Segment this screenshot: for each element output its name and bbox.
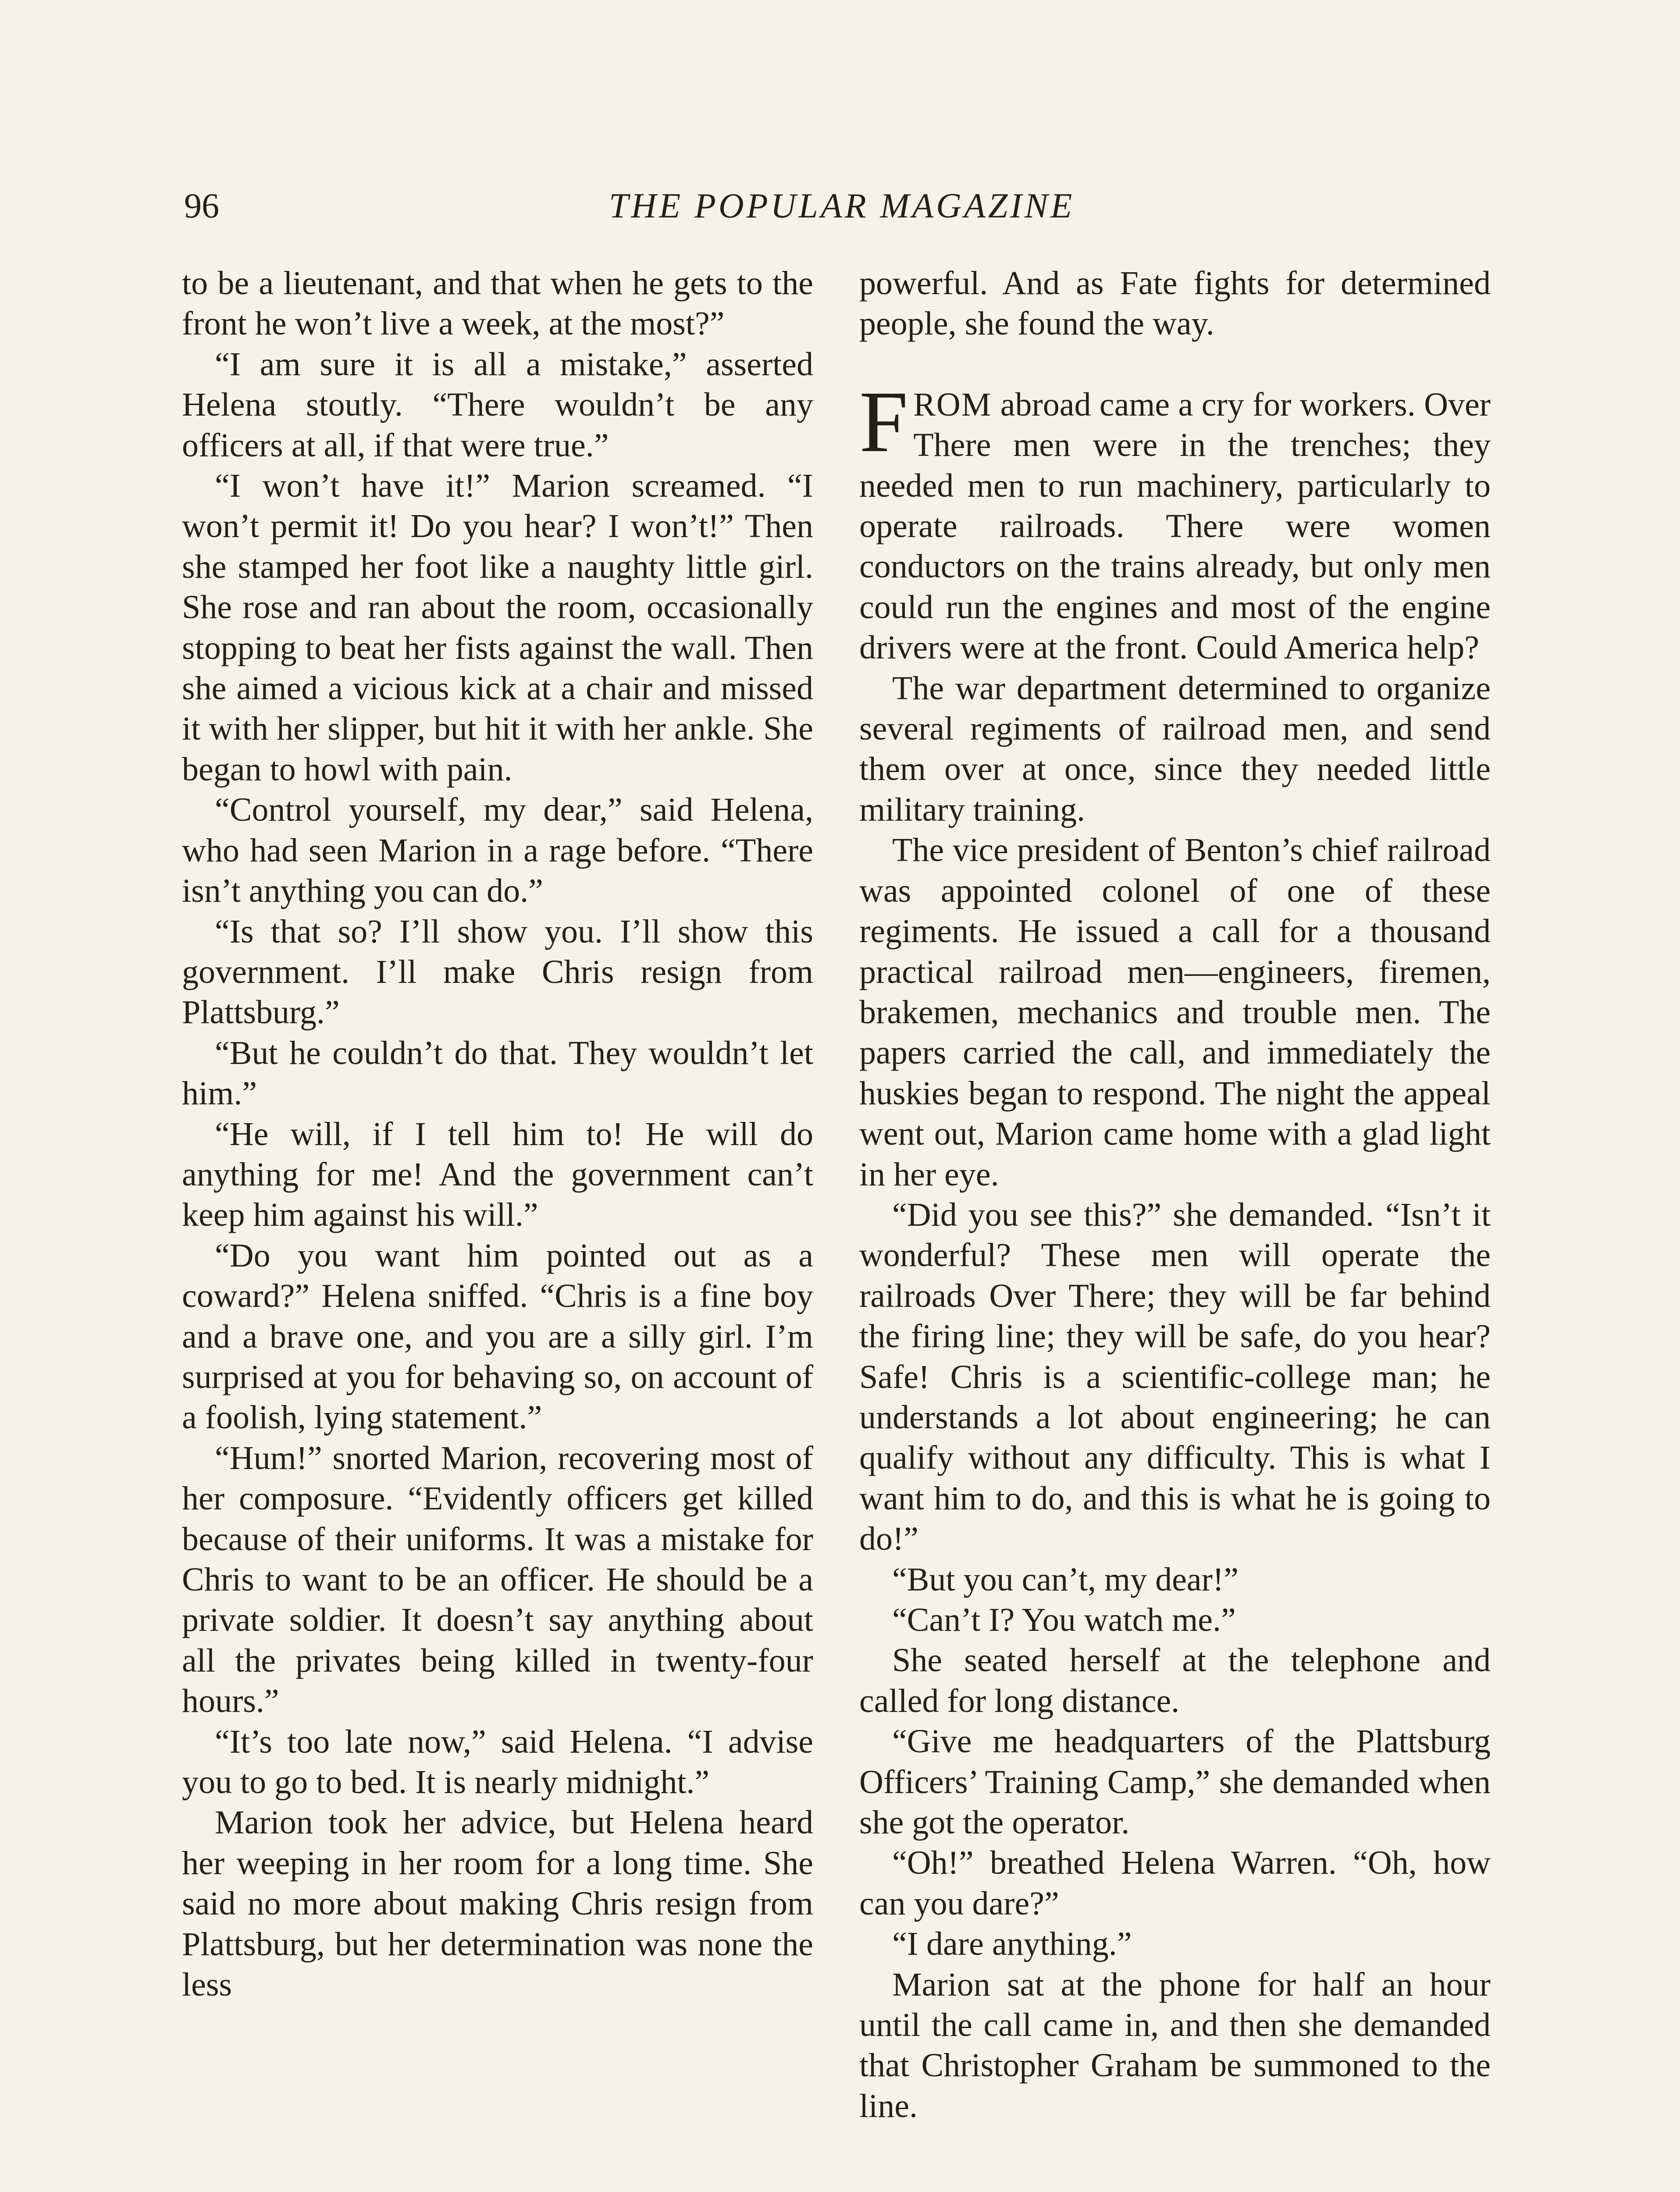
paragraph: “Do you want him pointed out as a coward?” Helena sniffed. “Chris is a fine boy and a brave one, and you are a silly girl. I’m surprised at you for behaving so, on account of a foolish, lying statement.” — [182, 1237, 813, 1436]
paragraph: “I am sure it is all a mistake,” asserted Helena stoutly. “There wouldn’t be any officers at all, if that were true.” — [182, 345, 813, 464]
paragraph: “Oh!” breathed Helena Warren. “Oh, how can you dare?” — [859, 1844, 1491, 1922]
paragraph: “I dare anything.” — [892, 1925, 1132, 1963]
paragraph: powerful. And as Fate fights for determined people, she found the way. — [859, 265, 1491, 342]
paragraph: “He will, if I tell him to! He will do anything for me! And the government can’t keep him against his will.” — [182, 1115, 813, 1234]
paragraph: to be a lieutenant, and that when he gets to the front he won’t live a week, at the most?” — [182, 265, 813, 342]
paragraph: “I won’t have it!” Marion screamed. “I won’t permit it! Do you hear? I won’t!” Then she stamped her foot like a naughty little girl. She rose and ran about the room, occasionally stopping to beat her fists against the wall. Then she aimed a vicious kick at a chair and missed it with her slipper, but hit it with her ankle. She began to howl with pain. — [182, 467, 813, 788]
right-column — [859, 263, 1491, 2126]
paragraph: “Can’t I? You watch me.” — [892, 1601, 1236, 1638]
section-opening-paragraph — [859, 373, 1491, 668]
running-title: THE POPULAR MAGAZINE — [609, 187, 1075, 225]
paragraph: “Is that so? I’ll show you. I’ll show this government. I’ll make Chris resign from Plattsburg.” — [182, 913, 813, 1031]
page-header — [184, 184, 1499, 237]
drop-cap: F — [859, 373, 908, 470]
paragraph: The war department determined to organize several regiments of railroad men, and send them over at once, since they needed little military training. — [859, 669, 1491, 828]
section-opening-text: abroad came a cry for workers. Over There men were in the trenches; they needed men to run machinery, particularly to operate railroads. There were women conductors on the trains already, but only men could run the engines and most of the engine drivers were at the front. Could America help? — [859, 386, 1491, 666]
paragraph: “Did you see this?” she demanded. “Isn’t it wonderful? These men will operate the railroads Over There; they will be far behind the firing line; they will be safe, do you hear? Safe! Chris is a scientific-college man; he understands a lot about engineering; he can qualify without any difficulty. This is what I want him to do, and this is what he is going to do!” — [859, 1196, 1491, 1558]
paragraph: “Control yourself, my dear,” said Helena, who had seen Marion in a rage before. “There isn’t anything you can do.” — [182, 791, 813, 910]
paragraph: “It’s too late now,” said Helena. “I advise you to go to bed. It is nearly midnight.” — [182, 1723, 813, 1801]
paragraph: “Give me headquarters of the Plattsburg Officers’ Training Camp,” she demanded when she got the operator. — [859, 1723, 1491, 1841]
paragraph: “But he couldn’t do that. They wouldn’t let him.” — [182, 1034, 813, 1112]
paragraph: Marion sat at the phone for half an hour until the call came in, and then she demanded that Christopher Graham be summoned to the line. — [859, 1966, 1491, 2124]
page-number: 96 — [184, 187, 219, 225]
left-column — [182, 263, 813, 2005]
paragraph: She seated herself at the telephone and called for long distance. — [859, 1642, 1491, 1719]
paragraph: “Hum!” snorted Marion, recovering most of her composure. “Evidently officers get killed because of their uniforms. It was a mistake for Chris to want to be an officer. He should be a private soldier. It doesn’t say anything about all the privates being killed in twenty-four hours.” — [182, 1439, 813, 1720]
paragraph: “But you can’t, my dear!” — [892, 1561, 1239, 1598]
paragraph: The vice president of Benton’s chief railroad was appointed colonel of one of these regiments. He issued a call for a thousand practical railroad men—engineers, firemen, brakemen, mechanics and trouble men. The papers carried the call, and immediately the huskies began to respond. The night the appeal went out, Marion came home with a glad light in her eye. — [859, 832, 1491, 1193]
paragraph: Marion took her advice, but Helena heard her weeping in her room for a long time. She said no more about making Chris resign from Plattsburg, but her determination was none the less — [182, 1804, 813, 2003]
small-caps-lead: ROM — [913, 386, 992, 423]
